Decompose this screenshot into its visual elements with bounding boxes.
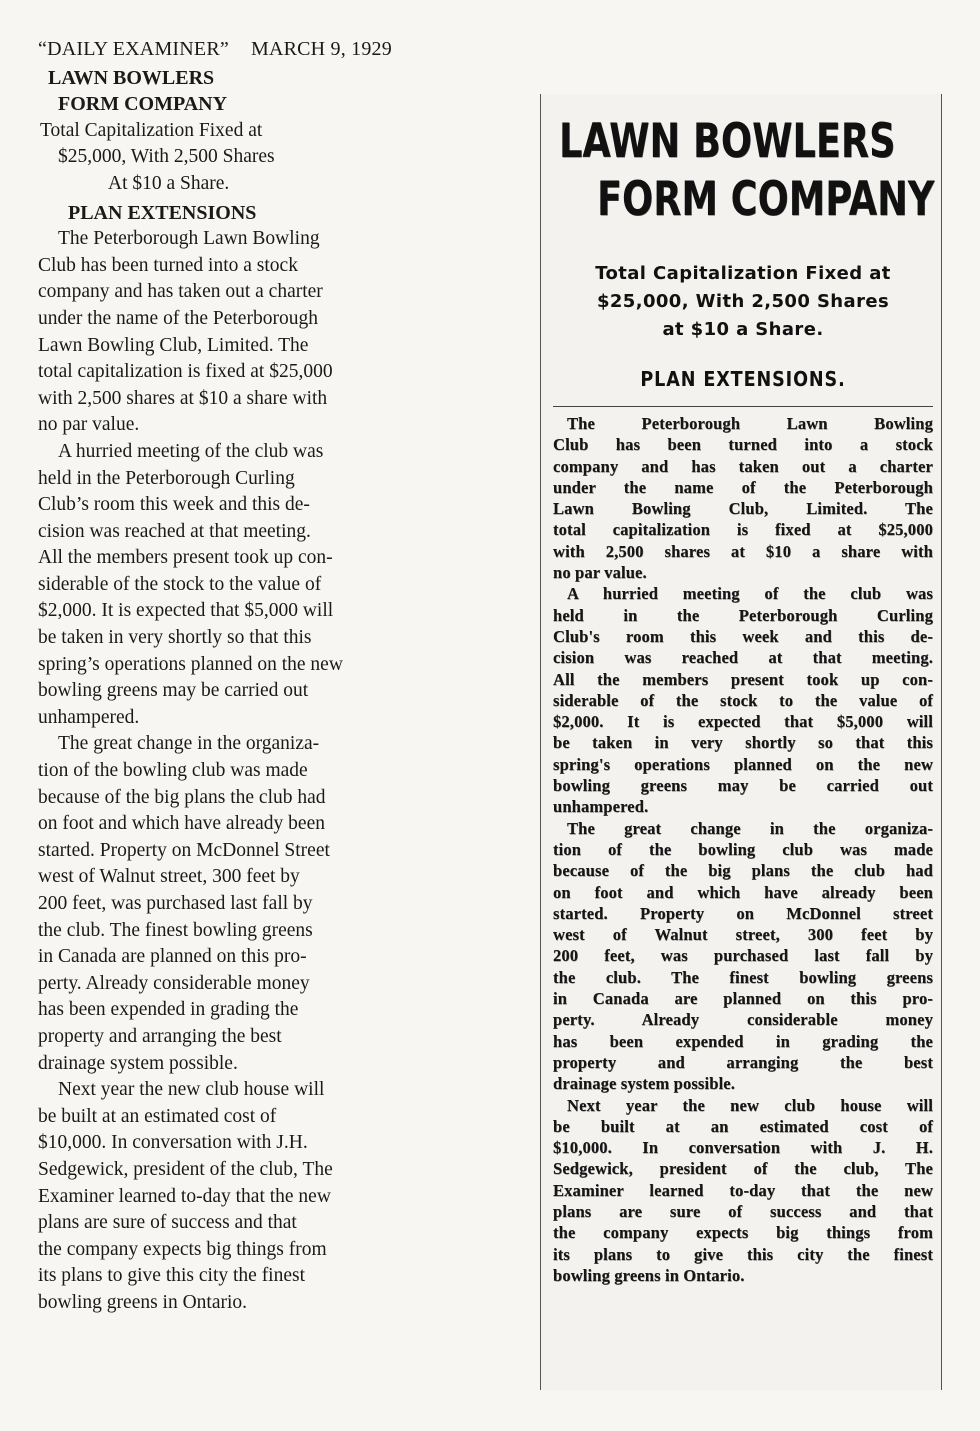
- text-line: $2,000. It is expected that $5,000 will: [38, 600, 334, 622]
- text-line: company and has taken out a charter: [38, 281, 323, 303]
- text-line: cision was reached at that meeting.: [553, 648, 933, 668]
- article-date: MARCH 9, 1929: [250, 38, 392, 60]
- text-line: All the members present took up con-: [553, 669, 933, 689]
- subheadline-line-1: Total Capitalization Fixed at: [40, 119, 263, 141]
- text-line: unhampered.: [38, 706, 140, 728]
- text-line: on foot and which have already been: [553, 882, 933, 902]
- text-line: Sedgewick, president of the club, The: [553, 1159, 933, 1179]
- text-line: west of Walnut street, 300 feet by: [553, 925, 933, 945]
- text-line: the company expects big things from: [553, 1223, 933, 1243]
- text-line: has been expended in grading the: [553, 1031, 933, 1051]
- text-line: on foot and which have already been: [38, 813, 325, 835]
- deck-line: Total Capitalization Fixed at: [595, 263, 891, 284]
- text-line: Club's room this week and this de-: [553, 626, 933, 646]
- text-line: The great change in the organiza-: [58, 733, 320, 755]
- text-line: the club. The finest bowling greens: [553, 967, 933, 987]
- text-line: Examiner learned to-day that the new: [553, 1180, 933, 1200]
- text-line: because of the big plans the club had: [38, 786, 326, 808]
- text-line: in Canada are planned on this pro-: [38, 946, 307, 968]
- text-line: its plans to give this city the finest: [553, 1244, 933, 1264]
- text-line: bowling greens may be carried out: [553, 776, 933, 796]
- text-line: the club. The finest bowling greens: [38, 919, 313, 941]
- text-line: spring's operations planned on the new: [553, 754, 933, 774]
- paragraph: [38, 1077, 458, 1316]
- text-line: cision was reached at that meeting.: [38, 520, 311, 542]
- headline-line-1: LAWN BOWLERS: [48, 66, 215, 89]
- text-line: The great change in the organiza-: [567, 818, 933, 838]
- text-line: 200 feet, was purchased last fall by: [38, 893, 313, 914]
- text-line: perty. Already considerable money: [38, 972, 310, 994]
- paragraph: [38, 439, 458, 732]
- text-line: plans are sure of success and that: [553, 1201, 933, 1221]
- text-line: plans are sure of success and that: [38, 1212, 297, 1234]
- deck-line: at $10 a Share.: [662, 319, 824, 340]
- text-line: company and has taken out a charter: [553, 456, 933, 476]
- headline-line-2: FORM COMPANY: [58, 93, 228, 116]
- text-line: be taken in very shortly so that this: [38, 627, 312, 649]
- text-line: with 2,500 shares at $10 a share with: [553, 541, 933, 561]
- text-line: under the name of the Peterborough: [38, 307, 318, 329]
- text-line: A hurried meeting of the club was: [567, 584, 933, 604]
- text-line: bowling greens may be carried out: [38, 680, 309, 702]
- subheadline-line-3: At $10 a Share.: [108, 172, 230, 194]
- text-line: siderable of the stock to the value of: [553, 690, 933, 710]
- text-line: has been expended in grading the: [38, 999, 299, 1021]
- text-line: bowling greens in Ontario.: [553, 1265, 745, 1285]
- text-line: held in the Peterborough Curling: [38, 467, 295, 489]
- text-line: in Canada are planned on this pro-: [553, 989, 933, 1009]
- text-line: The Peterborough Lawn Bowling: [567, 414, 933, 433]
- text-line: no par value.: [38, 414, 140, 436]
- paragraph: [38, 226, 458, 439]
- article-header: [38, 36, 458, 63]
- text-line: property and arranging the best: [38, 1025, 282, 1047]
- text-line: 200 feet, was purchased last fall by: [553, 946, 933, 966]
- section-heading: PLAN EXTENSIONS: [68, 201, 257, 224]
- text-line: Next year the new club house will: [58, 1079, 325, 1101]
- text-line: started. Property on McDonnel Street: [38, 839, 330, 861]
- clipping-headline-line-2: FORM COMPANY: [597, 172, 935, 227]
- text-line: Next year the new club house will: [567, 1095, 933, 1115]
- text-line: be built at an estimated cost of: [553, 1116, 933, 1136]
- text-line: All the members present took up con-: [38, 547, 333, 569]
- text-line: drainage system possible.: [553, 1074, 736, 1094]
- text-line: Sedgewick, president of the club, The: [38, 1158, 333, 1180]
- text-line: A hurried meeting of the club was: [58, 440, 324, 462]
- text-line: west of Walnut street, 300 feet by: [38, 866, 300, 888]
- text-line: drainage system possible.: [38, 1052, 238, 1074]
- text-line: held in the Peterborough Curling: [553, 605, 933, 625]
- text-line: under the name of the Peterborough: [553, 477, 933, 497]
- text-line: perty. Already considerable money: [553, 1010, 933, 1030]
- text-line: tion of the bowling club was made: [553, 839, 933, 859]
- text-line: Lawn Bowling Club, Limited. The: [38, 334, 309, 356]
- clipping-body: [553, 413, 933, 1286]
- clipping-deck: [553, 260, 933, 344]
- paragraph: [38, 731, 458, 1077]
- text-line: Lawn Bowling Club, Limited. The: [553, 499, 933, 519]
- divider: [553, 406, 933, 407]
- text-line: its plans to give this city the finest: [38, 1265, 306, 1287]
- newspaper-name: “DAILY EXAMINER”: [38, 38, 229, 60]
- transcription-column: [38, 36, 458, 1317]
- subheadline-line-2: $25,000, With 2,500 Shares: [58, 146, 275, 168]
- text-line: Club has been turned into a stock: [553, 435, 933, 455]
- text-line: total capitalization is fixed at $25,000: [553, 520, 933, 540]
- text-line: property and arranging the best: [553, 1052, 933, 1072]
- text-line: because of the big plans the club had: [553, 861, 933, 881]
- text-line: started. Property on McDonnel street: [553, 903, 933, 923]
- text-line: be built at an estimated cost of: [38, 1105, 277, 1127]
- text-line: be taken in very shortly so that this: [553, 733, 933, 753]
- clipping-headline-line-1: LAWN BOWLERS: [559, 114, 896, 169]
- text-line: with 2,500 shares at $10 a share with: [38, 387, 328, 409]
- text-line: spring’s operations planned on the new: [38, 653, 343, 675]
- text-line: $10,000. In conversation with J. H.: [553, 1138, 933, 1158]
- text-line: Club has been turned into a stock: [38, 254, 298, 276]
- text-line: $2,000. It is expected that $5,000 will: [553, 712, 933, 732]
- text-line: unhampered.: [553, 797, 649, 817]
- text-line: no par value.: [553, 563, 647, 583]
- text-line: tion of the bowling club was made: [38, 760, 308, 782]
- text-line: Club’s room this week and this de-: [38, 494, 310, 516]
- text-line: siderable of the stock to the value of: [38, 573, 322, 595]
- text-line: total capitalization is fixed at $25,000: [38, 361, 333, 383]
- text-line: Examiner learned to-day that the new: [38, 1185, 331, 1207]
- text-line: $10,000. In conversation with J.H.: [38, 1132, 308, 1154]
- newspaper-clipping: [540, 94, 942, 1390]
- clipping-section-heading: PLAN EXTENSIONS.: [640, 367, 846, 391]
- text-line: the company expects big things from: [38, 1238, 327, 1260]
- text-line: bowling greens in Ontario.: [38, 1291, 248, 1313]
- deck-line: $25,000, With 2,500 Shares: [596, 291, 890, 312]
- text-line: The Peterborough Lawn Bowling: [58, 228, 320, 250]
